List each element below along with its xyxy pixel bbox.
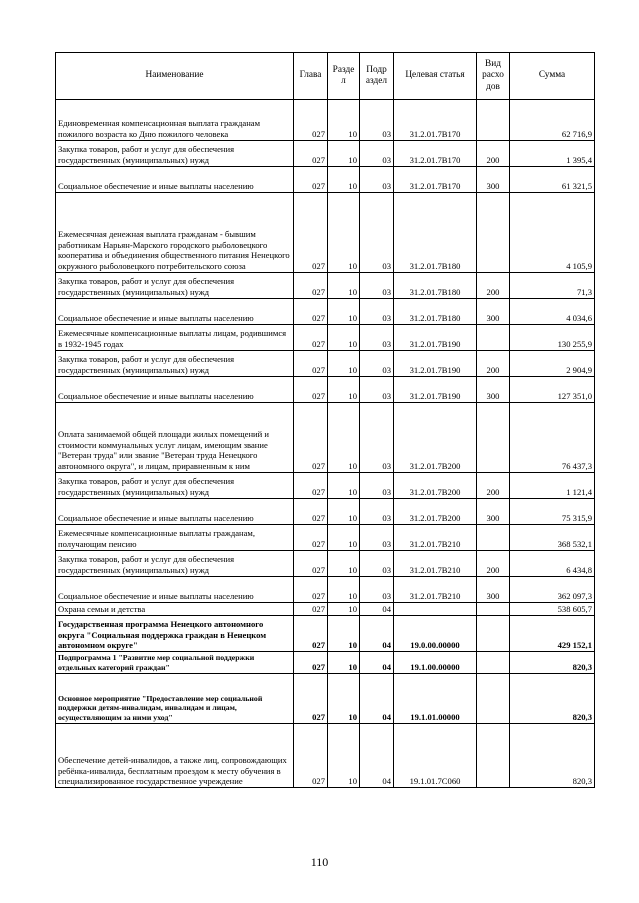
- page-number: 110: [310, 855, 329, 869]
- table-row: [56, 325, 595, 351]
- cell-section: 10: [328, 193, 360, 273]
- cell-chapter: 027: [294, 325, 328, 351]
- cell-name: Закупка товаров, работ и услуг для обеспечения государственных (муниципальных) нужд: [56, 351, 294, 377]
- cell-subsection: 04: [360, 652, 394, 674]
- cell-section: 10: [328, 499, 360, 525]
- table-row: [56, 273, 595, 299]
- cell-name: Государственная программа Ненецкого автономного округа "Социальная поддержка граждан в Ненецком автономном округе": [56, 616, 294, 652]
- cell-subsection: 03: [360, 403, 394, 473]
- cell-type: 300: [477, 577, 510, 603]
- cell-subsection: 03: [360, 499, 394, 525]
- cell-target: 31.2.01.7В190: [394, 325, 477, 351]
- cell-subsection: 04: [360, 674, 394, 724]
- cell-target: 31.2.01.7В170: [394, 141, 477, 167]
- cell-target: 31.2.01.7В210: [394, 577, 477, 603]
- cell-target: 19.1.00.00000: [394, 652, 477, 674]
- table-row: [56, 351, 595, 377]
- cell-name: Охрана семьи и детства: [56, 603, 294, 616]
- cell-target: 19.0.00.00000: [394, 616, 477, 652]
- cell-chapter: 027: [294, 525, 328, 551]
- cell-subsection: 03: [360, 167, 394, 193]
- cell-amount: 2 904,9: [510, 351, 595, 377]
- cell-type: [477, 674, 510, 724]
- table-row: [56, 403, 595, 473]
- cell-amount: 1 395,4: [510, 141, 595, 167]
- table-row: [56, 724, 595, 788]
- table-row: [56, 616, 595, 652]
- cell-amount: 362 097,3: [510, 577, 595, 603]
- header-section: Разде л: [328, 53, 360, 100]
- cell-name: Оплата занимаемой общей площади жилых помещений и стоимости коммунальных услуг лицам, имеющим звание "Ветеран труда" или звание "Ветеран труда Ненецкого автономного округа", и лицам, приравненным к ним: [56, 403, 294, 473]
- cell-target: 31.2.01.7В200: [394, 499, 477, 525]
- cell-subsection: 03: [360, 273, 394, 299]
- cell-section: 10: [328, 603, 360, 616]
- cell-section: 10: [328, 724, 360, 788]
- cell-name: Социальное обеспечение и иные выплаты населению: [56, 377, 294, 403]
- cell-subsection: 03: [360, 141, 394, 167]
- cell-type: [477, 525, 510, 551]
- cell-section: 10: [328, 273, 360, 299]
- cell-target: 19.1.01.00000: [394, 674, 477, 724]
- table-row: [56, 652, 595, 674]
- cell-target: 31.2.01.7В170: [394, 167, 477, 193]
- table-row: [56, 473, 595, 499]
- cell-target: 31.2.01.7В180: [394, 273, 477, 299]
- cell-target: 31.2.01.7В200: [394, 403, 477, 473]
- cell-amount: 4 034,6: [510, 299, 595, 325]
- cell-name: Подпрограмма 1 "Развитие мер социальной поддержки отдельных категорий граждан": [56, 652, 294, 674]
- table-row: [56, 577, 595, 603]
- cell-chapter: 027: [294, 577, 328, 603]
- cell-subsection: 03: [360, 299, 394, 325]
- cell-type: 300: [477, 167, 510, 193]
- cell-subsection: 03: [360, 193, 394, 273]
- cell-chapter: 027: [294, 141, 328, 167]
- cell-section: 10: [328, 551, 360, 577]
- cell-amount: 76 437,3: [510, 403, 595, 473]
- cell-section: 10: [328, 652, 360, 674]
- table-row: [56, 377, 595, 403]
- cell-section: 10: [328, 577, 360, 603]
- header-chapter: Глава: [294, 53, 328, 100]
- cell-chapter: 027: [294, 273, 328, 299]
- table-row: [56, 100, 595, 141]
- table-row: [56, 551, 595, 577]
- cell-chapter: 027: [294, 403, 328, 473]
- cell-type: [477, 100, 510, 141]
- table-body: [56, 100, 595, 788]
- cell-chapter: 027: [294, 724, 328, 788]
- cell-name: Обеспечение детей-инвалидов, а также лиц, сопровождающих ребёнка-инвалида, бесплатным проездом к месту обучения в специализированное государственное учреждение: [56, 724, 294, 788]
- cell-section: 10: [328, 403, 360, 473]
- cell-section: 10: [328, 674, 360, 724]
- cell-type: [477, 403, 510, 473]
- cell-amount: 61 321,5: [510, 167, 595, 193]
- cell-type: 300: [477, 499, 510, 525]
- cell-type: 200: [477, 273, 510, 299]
- budget-table: [55, 52, 595, 788]
- table-row: [56, 603, 595, 616]
- cell-type: [477, 193, 510, 273]
- cell-target: 31.2.01.7В190: [394, 351, 477, 377]
- cell-section: 10: [328, 100, 360, 141]
- cell-section: 10: [328, 616, 360, 652]
- table-header-row: [56, 53, 595, 100]
- cell-name: Основное мероприятие "Предоставление мер социальной поддержки детям-инвалидам, инвалидам и лицам, осуществляющим за ними уход": [56, 674, 294, 724]
- cell-target: 31.2.01.7В210: [394, 551, 477, 577]
- table-row: [56, 299, 595, 325]
- cell-subsection: 04: [360, 616, 394, 652]
- cell-type: 200: [477, 473, 510, 499]
- cell-section: 10: [328, 325, 360, 351]
- cell-target: 31.2.01.7В170: [394, 100, 477, 141]
- cell-name: Социальное обеспечение и иные выплаты населению: [56, 577, 294, 603]
- cell-amount: 4 105,9: [510, 193, 595, 273]
- cell-section: 10: [328, 351, 360, 377]
- table-row: [56, 167, 595, 193]
- cell-subsection: 03: [360, 100, 394, 141]
- cell-chapter: 027: [294, 377, 328, 403]
- table-row: [56, 525, 595, 551]
- cell-target: 31.2.01.7В190: [394, 377, 477, 403]
- cell-chapter: 027: [294, 499, 328, 525]
- cell-chapter: 027: [294, 299, 328, 325]
- cell-section: 10: [328, 167, 360, 193]
- cell-name: Закупка товаров, работ и услуг для обеспечения государственных (муниципальных) нужд: [56, 473, 294, 499]
- cell-amount: 6 434,8: [510, 551, 595, 577]
- cell-name: Ежемесячные компенсационные выплаты гражданам, получающим пенсию: [56, 525, 294, 551]
- cell-amount: 1 121,4: [510, 473, 595, 499]
- cell-chapter: 027: [294, 616, 328, 652]
- cell-amount: 538 605,7: [510, 603, 595, 616]
- cell-amount: 62 716,9: [510, 100, 595, 141]
- cell-target: 31.2.01.7В180: [394, 299, 477, 325]
- cell-amount: 820,3: [510, 724, 595, 788]
- cell-chapter: 027: [294, 193, 328, 273]
- table-row: [56, 499, 595, 525]
- cell-target: 19.1.01.7С060: [394, 724, 477, 788]
- cell-section: 10: [328, 525, 360, 551]
- cell-amount: 130 255,9: [510, 325, 595, 351]
- header-name: Наименование: [56, 53, 294, 100]
- cell-amount: 820,3: [510, 674, 595, 724]
- cell-name: Закупка товаров, работ и услуг для обеспечения государственных (муниципальных) нужд: [56, 273, 294, 299]
- cell-name: Ежемесячная денежная выплата гражданам - бывшим работникам Нарьян-Марского городского рыболовецкого кооператива и объединения общественного питания Ненецкого окружного рыболовецкого потребительского союза: [56, 193, 294, 273]
- cell-subsection: 03: [360, 577, 394, 603]
- cell-section: 10: [328, 299, 360, 325]
- cell-subsection: 03: [360, 473, 394, 499]
- cell-section: 10: [328, 377, 360, 403]
- cell-name: Социальное обеспечение и иные выплаты населению: [56, 299, 294, 325]
- header-subsection: Подр аздел: [360, 53, 394, 100]
- cell-type: [477, 724, 510, 788]
- cell-name: Единовременная компенсационная выплата гражданам пожилого возраста ко Дню пожилого человека: [56, 100, 294, 141]
- table-row: [56, 141, 595, 167]
- cell-chapter: 027: [294, 167, 328, 193]
- header-amount: Сумма: [510, 53, 595, 100]
- cell-amount: 75 315,9: [510, 499, 595, 525]
- header-target: Целевая статья: [394, 53, 477, 100]
- cell-type: [477, 603, 510, 616]
- cell-amount: 429 152,1: [510, 616, 595, 652]
- cell-name: Социальное обеспечение и иные выплаты населению: [56, 499, 294, 525]
- cell-target: 31.2.01.7В210: [394, 525, 477, 551]
- cell-type: 200: [477, 351, 510, 377]
- cell-subsection: 04: [360, 603, 394, 616]
- cell-chapter: 027: [294, 551, 328, 577]
- cell-amount: 820,3: [510, 652, 595, 674]
- cell-subsection: 03: [360, 551, 394, 577]
- cell-subsection: 04: [360, 724, 394, 788]
- cell-type: 300: [477, 377, 510, 403]
- cell-subsection: 03: [360, 525, 394, 551]
- cell-target: [394, 603, 477, 616]
- cell-chapter: 027: [294, 674, 328, 724]
- cell-type: [477, 325, 510, 351]
- cell-section: 10: [328, 473, 360, 499]
- cell-target: 31.2.01.7В200: [394, 473, 477, 499]
- table-row: [56, 193, 595, 273]
- cell-chapter: 027: [294, 100, 328, 141]
- cell-subsection: 03: [360, 377, 394, 403]
- cell-name: Закупка товаров, работ и услуг для обеспечения государственных (муниципальных) нужд: [56, 141, 294, 167]
- cell-chapter: 027: [294, 351, 328, 377]
- header-expense-type: Вид расхо дов: [477, 53, 510, 100]
- cell-type: 200: [477, 551, 510, 577]
- cell-name: Ежемесячные компенсационные выплаты лицам, родившимся в 1932-1945 годах: [56, 325, 294, 351]
- cell-amount: 368 532,1: [510, 525, 595, 551]
- cell-subsection: 03: [360, 351, 394, 377]
- cell-type: 300: [477, 299, 510, 325]
- cell-amount: 71,3: [510, 273, 595, 299]
- cell-chapter: 027: [294, 652, 328, 674]
- cell-target: 31.2.01.7В180: [394, 193, 477, 273]
- cell-type: 200: [477, 141, 510, 167]
- cell-type: [477, 616, 510, 652]
- cell-chapter: 027: [294, 603, 328, 616]
- table-row: [56, 674, 595, 724]
- cell-chapter: 027: [294, 473, 328, 499]
- cell-name: Закупка товаров, работ и услуг для обеспечения государственных (муниципальных) нужд: [56, 551, 294, 577]
- cell-type: [477, 652, 510, 674]
- cell-name: Социальное обеспечение и иные выплаты населению: [56, 167, 294, 193]
- cell-amount: 127 351,0: [510, 377, 595, 403]
- cell-section: 10: [328, 141, 360, 167]
- cell-subsection: 03: [360, 325, 394, 351]
